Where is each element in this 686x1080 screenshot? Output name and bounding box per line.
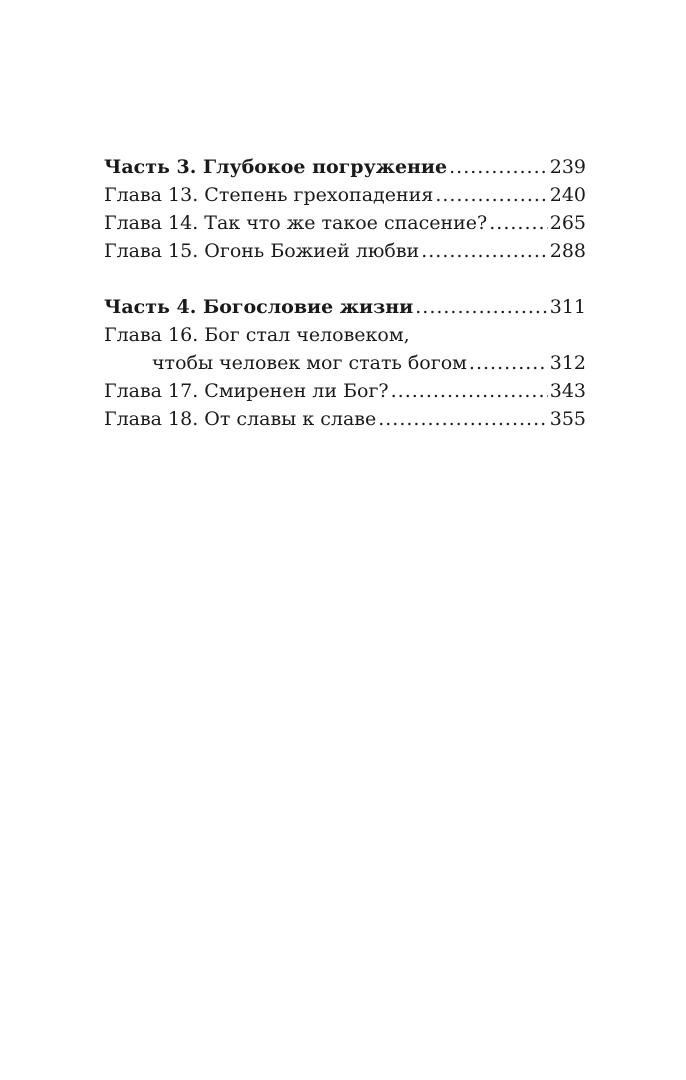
dot-leader: [489, 209, 547, 237]
toc-entry-chapter-13[interactable]: [104, 181, 586, 209]
dot-leader: [391, 377, 548, 405]
toc-entry-title: Глава 13. Степень грехопадения: [104, 184, 434, 206]
toc-entry-page: 355: [549, 408, 586, 430]
toc-entry-page: 343: [549, 380, 586, 402]
part-4-section: [104, 293, 586, 433]
dot-leader: [435, 181, 547, 209]
toc-entry-title: Часть 4. Богословие жизни: [104, 296, 414, 318]
toc-entry-part-4[interactable]: [104, 293, 586, 321]
toc-entry-title-continuation: чтобы человек мог стать богом: [152, 352, 467, 374]
toc-entry-page: 312: [549, 352, 586, 374]
toc-entry-title: Глава 17. Смиренен ли Бог?: [104, 380, 389, 402]
toc-entry-title: Глава 18. От славы к славе: [104, 408, 377, 430]
toc-entry-title: Глава 16. Бог стал человеком,: [104, 324, 410, 346]
toc-entry-page: 240: [549, 184, 586, 206]
toc-entry-chapter-16-line-2[interactable]: [104, 349, 586, 377]
toc-entry-page: 311: [549, 296, 586, 318]
toc-entry-title: Часть 3. Глубокое погружение: [104, 156, 448, 178]
dot-leader: [378, 405, 548, 433]
toc-entry-chapter-16-line-1[interactable]: [104, 321, 586, 349]
toc-entry-chapter-18[interactable]: [104, 405, 586, 433]
dot-leader: [421, 237, 548, 265]
toc-entry-page: 239: [549, 156, 586, 178]
toc-entry-title: Глава 15. Огонь Божией любви: [104, 240, 420, 262]
part-3-section: [104, 153, 586, 265]
dot-leader: [449, 153, 548, 181]
dot-leader: [415, 293, 548, 321]
toc-entry-chapter-15[interactable]: [104, 237, 586, 265]
toc-entry-chapter-14[interactable]: [104, 209, 586, 237]
toc-entry-title: Глава 14. Так что же такое спасение?: [104, 212, 488, 234]
toc-entry-part-3[interactable]: [104, 153, 586, 181]
table-of-contents: [104, 153, 586, 461]
toc-entry-page: 265: [549, 212, 586, 234]
toc-entry-chapter-17[interactable]: [104, 377, 586, 405]
toc-entry-page: 288: [549, 240, 586, 262]
dot-leader: [469, 349, 548, 377]
